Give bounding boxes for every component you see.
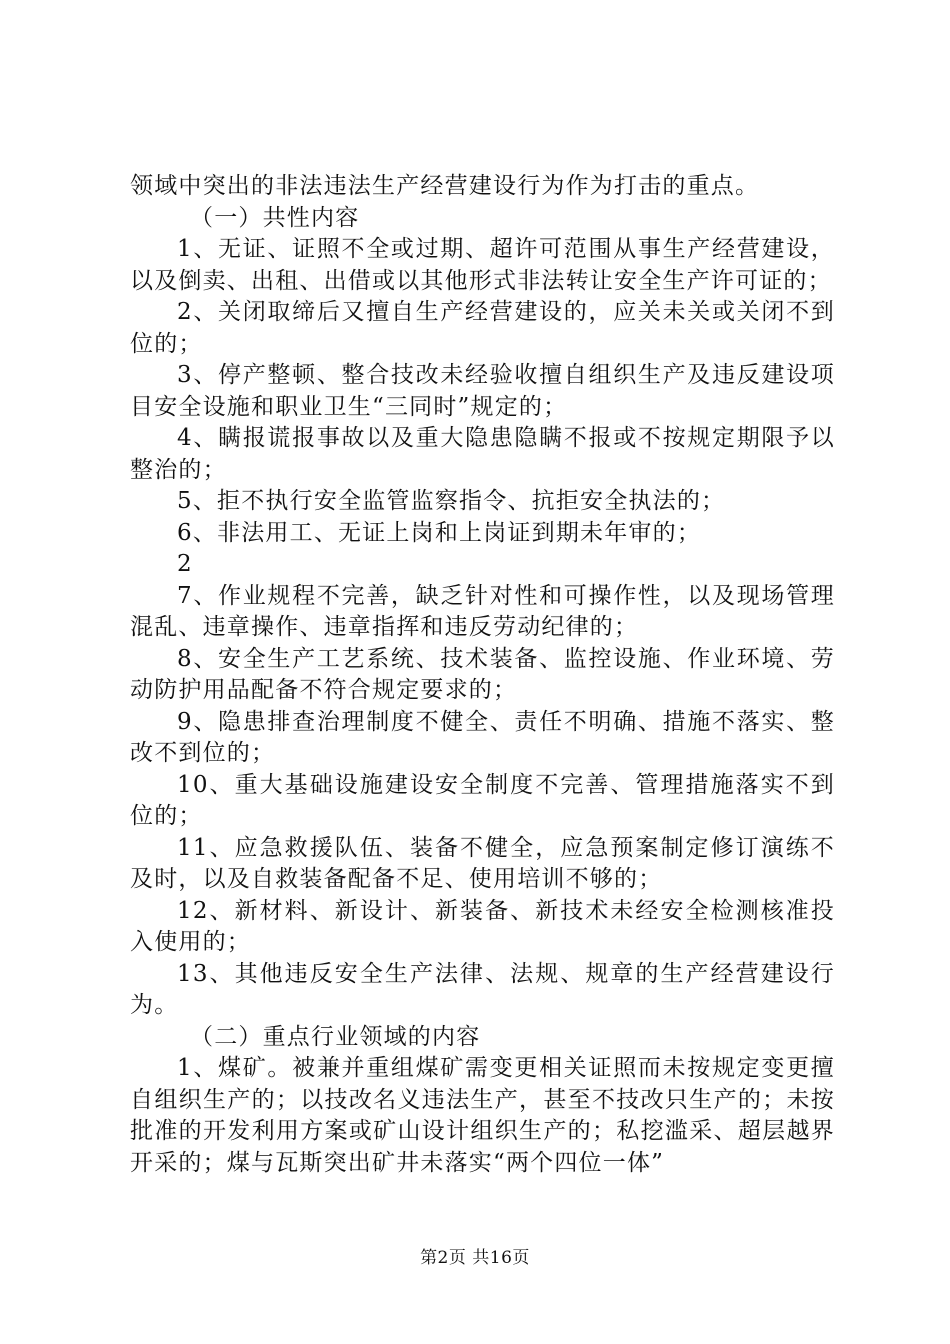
list-item: 3、停产整顿、整合技改未经验收擅自组织生产及违反建设项目安全设施和职业卫生“三同时”规定的；	[130, 362, 835, 420]
section-heading-key-industries: （二）重点行业领域的内容	[190, 1023, 481, 1050]
list-item: 6、非法用工、无证上岗和上岗证到期未年审的；	[177, 519, 702, 546]
list-item: 13、其他违反安全生产法律、法规、规章的生产经营建设行为。	[130, 960, 835, 1018]
list-item: 1、无证、证照不全或过期、超许可范围从事生产经营建设，以及倒卖、出租、出借或以其他形式非法转让安全生产许可证的；	[130, 236, 835, 294]
list-item: 5、拒不执行安全监管监察指令、抗拒安全执法的；	[177, 488, 726, 514]
list-item: 8、安全生产工艺系统、技术装备、监控设施、作业环境、劳动防护用品配备不符合规定要求的；	[130, 645, 835, 703]
stray-number: 2	[177, 551, 193, 577]
paragraph-intro: 领域中突出的非法违法生产经营建设行为作为打击的重点。	[130, 173, 760, 199]
document-body	[130, 171, 835, 1179]
list-item: 10、重大基础设施建设安全制度不完善、管理措施落实不到位的；	[130, 771, 835, 829]
page-footer: 第2页 共16页	[420, 1248, 530, 1268]
list-item: 12、新材料、新设计、新装备、新技术未经安全检测核准投入使用的；	[130, 897, 835, 955]
list-item: 4、瞒报谎报事故以及重大隐患隐瞒不报或不按规定期限予以整治的；	[130, 425, 835, 483]
list-item: 7、作业规程不完善，缺乏针对性和可操作性，以及现场管理混乱、违章操作、违章指挥和违反劳动纪律的；	[130, 582, 835, 640]
section-heading-common: （一）共性内容	[190, 204, 360, 231]
list-item: 9、隐患排查治理制度不健全、责任不明确、措施不落实、整改不到位的；	[130, 708, 835, 766]
list-item: 11、应急救援队伍、装备不健全，应急预案制定修订演练不及时，以及自救装备配备不足、使用培训不够的；	[130, 834, 835, 892]
list-item: 2、关闭取缔后又擅自生产经营建设的，应关未关或关闭不到位的；	[130, 299, 835, 357]
list-item: 1、煤矿。被兼并重组煤矿需变更相关证照而未按规定变更擅自组织生产的；以技改名义违法生产，甚至不技改只生产的；未按批准的开发利用方案或矿山设计组织生产的；私挖滥采、超层越界开采的；煤与瓦斯突出矿井未落实“两个四位一体”	[130, 1055, 835, 1176]
